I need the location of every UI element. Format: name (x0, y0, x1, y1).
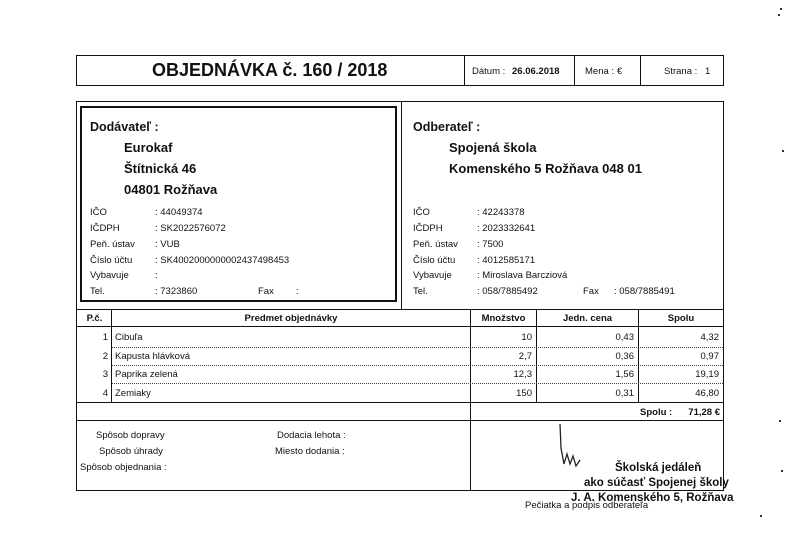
supplier-row-label: Peň. ústav (90, 239, 135, 250)
supplier-row-value: : (155, 270, 158, 281)
page-label: Strana : (664, 66, 698, 77)
customer-row-label: Číslo účtu (413, 255, 456, 266)
sum-value: 71,28 € (688, 407, 720, 418)
table-row-pc: 3 (102, 369, 108, 380)
table-row-item: Kapusta hlávková (115, 351, 190, 362)
col-header-pc: P.č. (86, 313, 103, 324)
table-row-price: 0,36 (615, 351, 634, 362)
supplier-fax-value: : (296, 286, 299, 297)
table-row-item: Paprika zelená (115, 369, 178, 380)
document-title: OBJEDNÁVKA č. 160 / 2018 (152, 60, 388, 80)
customer-row-value: : 42243378 (477, 207, 525, 218)
supplier-row-label: IČDPH (90, 223, 120, 234)
customer-fax-value: : 058/7885491 (614, 286, 675, 297)
customer-heading: Odberateľ : (413, 120, 481, 134)
table-row-pc: 4 (102, 388, 108, 399)
col-header-total: Spolu (667, 313, 695, 324)
customer-row-value: : Miroslava Barcziová (477, 270, 568, 281)
supplier-fax-label: Fax (258, 286, 274, 297)
supplier-row-value: : 44049374 (155, 207, 203, 218)
stamp-line-3: J. A. Komenského 5, Rožňava (571, 492, 734, 504)
currency-value: € (617, 66, 623, 77)
supplier-row-label: Číslo účtu (90, 255, 133, 266)
supplier-row-value: : SK2022576072 (155, 223, 226, 234)
sum-label: Spolu : (640, 407, 673, 418)
table-row-qty: 10 (521, 332, 532, 343)
table-row-total: 19,19 (695, 369, 719, 380)
supplier-row-value: : SK4002000000002437498453 (155, 255, 290, 266)
delivery-place-label: Miesto dodania : (275, 446, 345, 457)
customer-row-value: : 4012585171 (477, 255, 536, 266)
customer-row-label: Peň. ústav (413, 239, 458, 250)
customer-row-label: IČO (413, 207, 430, 218)
customer-name: Spojená škola (449, 140, 537, 155)
supplier-row-value: : VUB (155, 239, 180, 250)
transport-label: Spôsob dopravy (96, 430, 165, 441)
table-row-pc: 1 (102, 332, 108, 343)
date-value: 26.06.2018 (512, 66, 560, 77)
table-row-qty: 150 (516, 388, 532, 399)
stamp-line-2: ako súčasť Spojenej školy (584, 477, 729, 489)
customer-tel-value: : 058/7885492 (477, 286, 538, 297)
supplier-row-label: IČO (90, 207, 107, 218)
customer-row-value: : 7500 (477, 239, 504, 250)
table-row-item: Zemiaky (115, 388, 151, 399)
supplier-city: 04801 Rožňava (124, 182, 218, 197)
customer-row-label: Vybavuje (413, 270, 452, 281)
customer-address: Komenského 5 Rožňava 048 01 (449, 161, 642, 176)
table-row-total: 4,32 (700, 332, 719, 343)
col-header-qty: Množstvo (481, 313, 526, 324)
table-row-item: Cibuľa (115, 332, 143, 343)
customer-fax-label: Fax (583, 286, 599, 297)
supplier-row-label: Vybavuje (90, 270, 129, 281)
signature-label: Pečiatka a podpis odberateľa (525, 500, 649, 511)
signature-mark (550, 420, 590, 470)
table-row-qty: 12,3 (513, 369, 532, 380)
table-row-qty: 2,7 (518, 351, 532, 362)
stamp-line-1: Školská jedáleň (615, 462, 702, 474)
currency-label: Mena : (585, 66, 615, 77)
table-row-pc: 2 (102, 351, 108, 362)
supplier-name: Eurokaf (124, 140, 173, 155)
order-method-label: Spôsob objednania : (80, 462, 167, 473)
table-row-price: 1,56 (615, 369, 634, 380)
date-label: Dátum : (472, 66, 506, 77)
customer-tel-label: Tel. (413, 286, 428, 297)
delivery-term-label: Dodacia lehota : (277, 430, 346, 441)
supplier-tel-label: Tel. (90, 286, 105, 297)
payment-label: Spôsob úhrady (99, 446, 163, 457)
supplier-heading: Dodávateľ : (90, 120, 159, 134)
col-header-price: Jedn. cena (562, 313, 613, 324)
table-row-total: 46,80 (695, 388, 719, 399)
customer-row-value: : 2023332641 (477, 223, 536, 234)
table-row-price: 0,31 (615, 388, 634, 399)
supplier-street: Štítnická 46 (124, 161, 197, 176)
table-row-total: 0,97 (700, 351, 719, 362)
table-row-price: 0,43 (615, 332, 634, 343)
supplier-tel-value: : 7323860 (155, 286, 198, 297)
col-header-item: Predmet objednávky (244, 313, 338, 324)
page-value: 1 (705, 66, 711, 77)
customer-row-label: IČDPH (413, 223, 443, 234)
